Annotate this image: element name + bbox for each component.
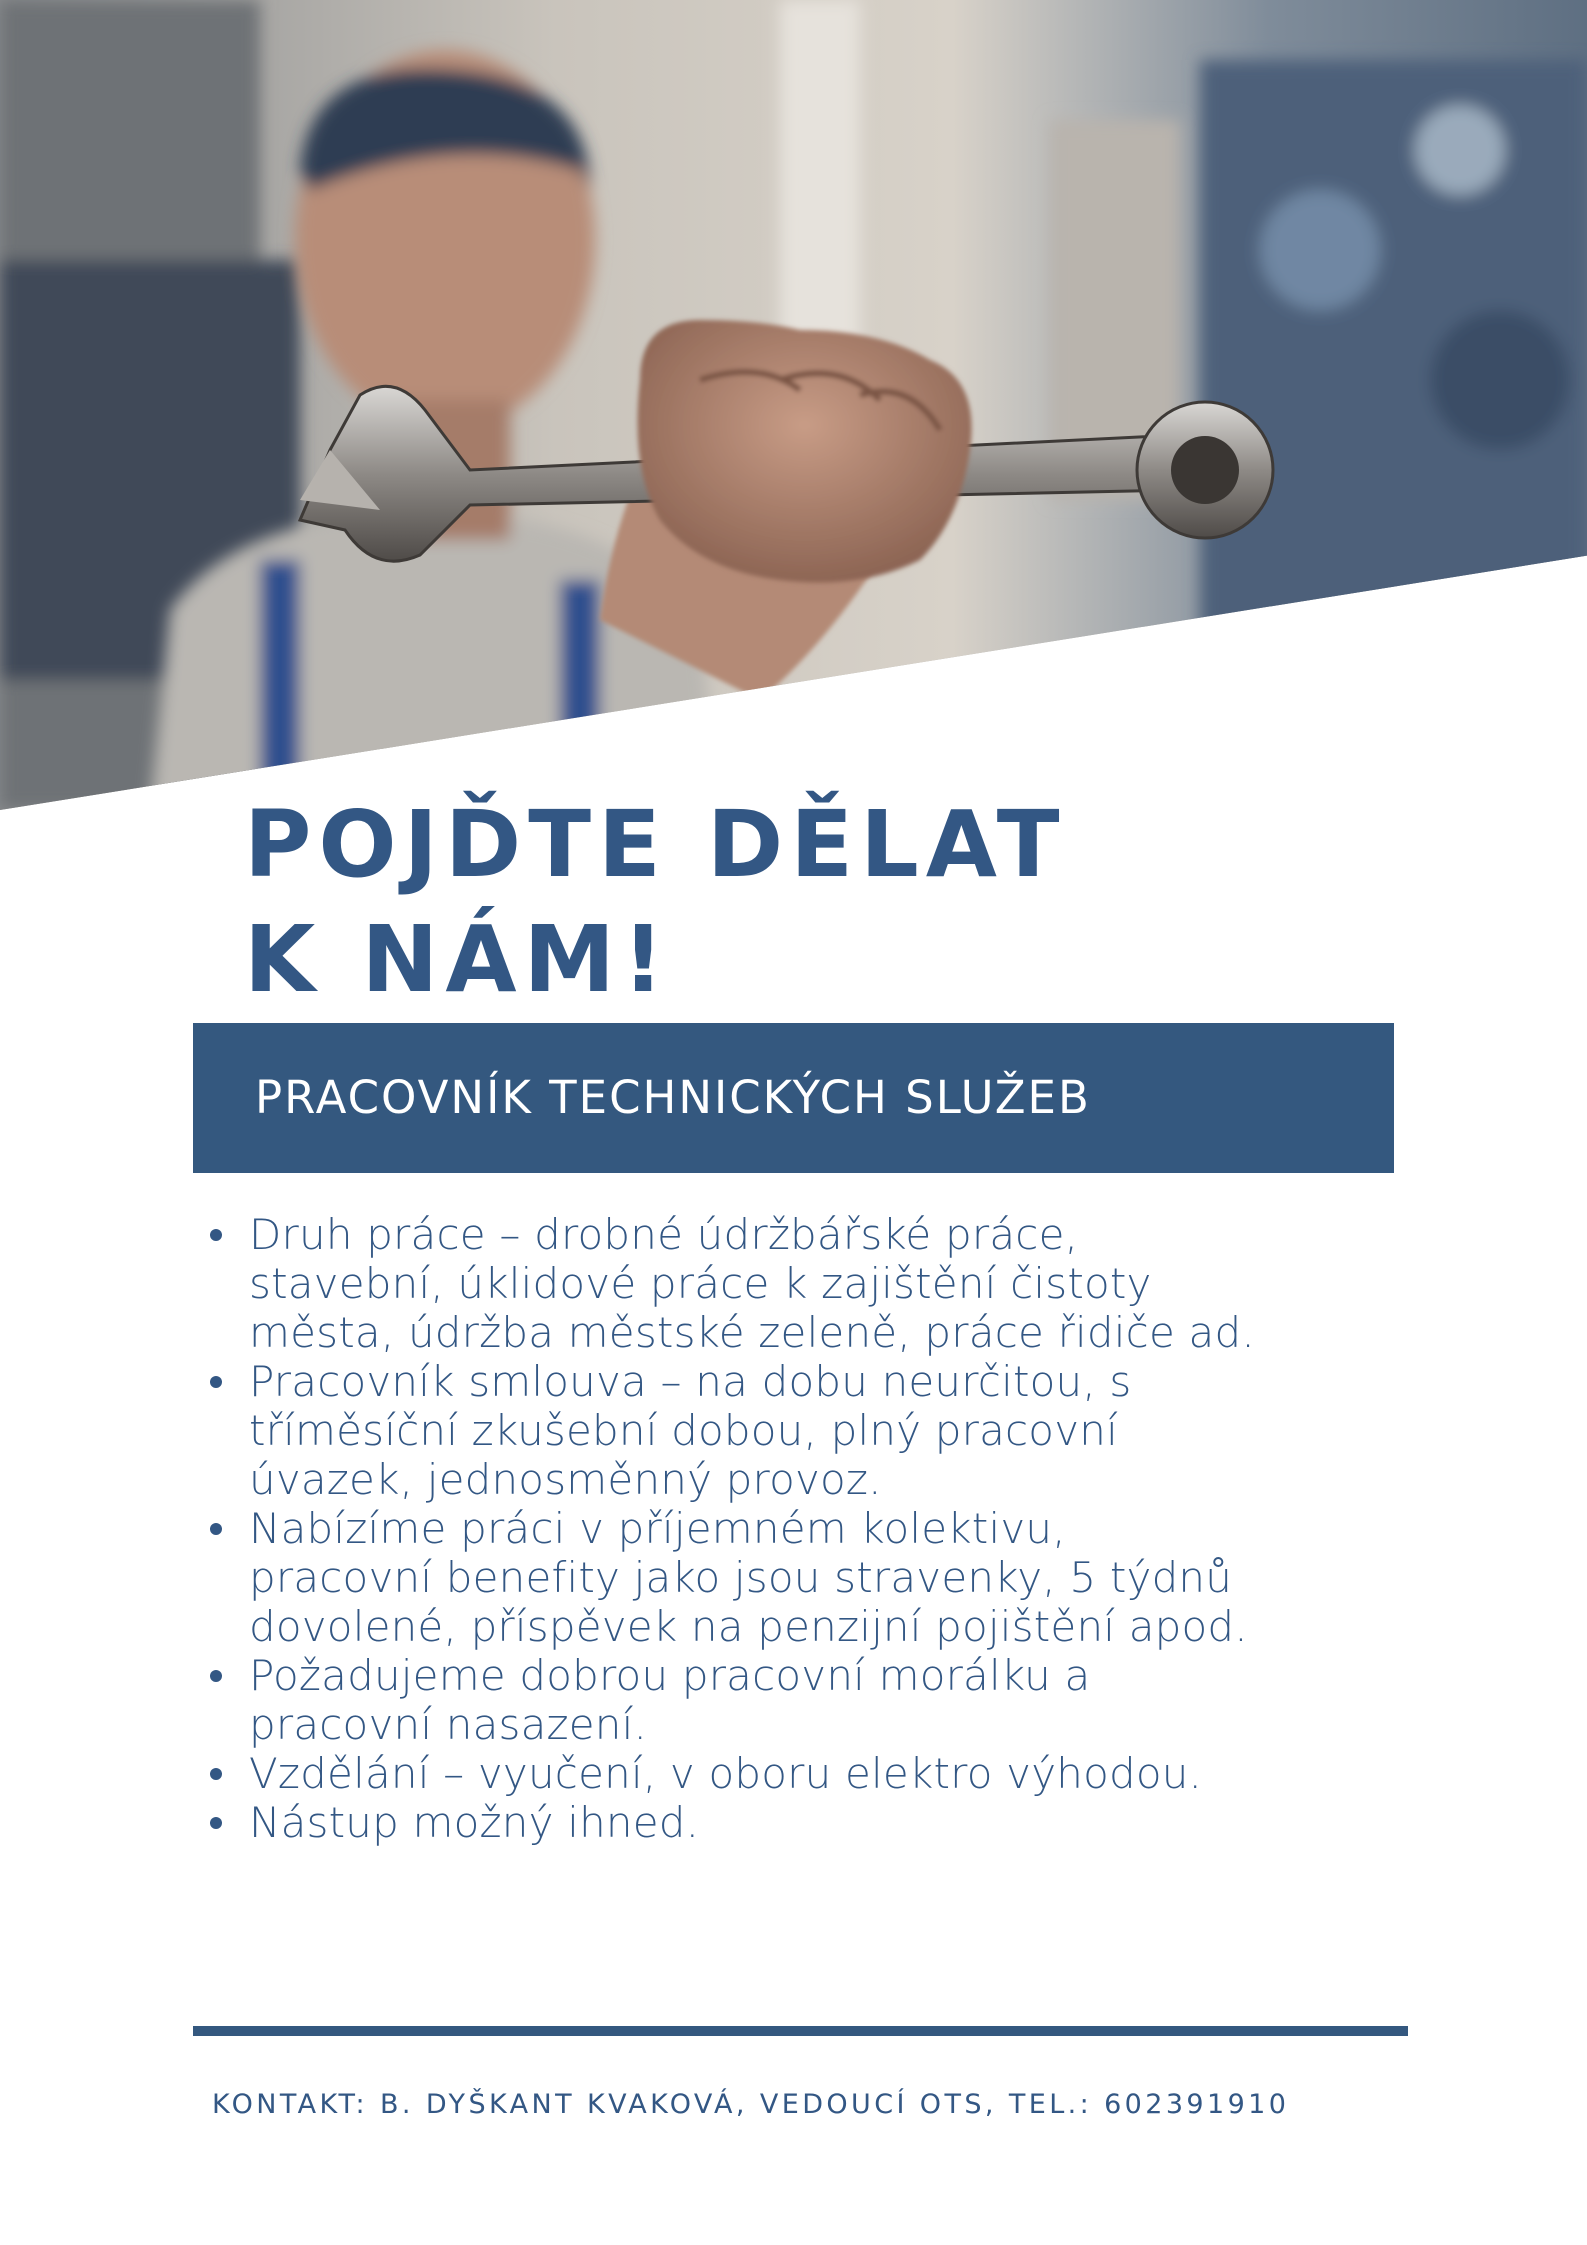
job-title-banner	[193, 1023, 1394, 1173]
headline-line-2: K NÁM!	[244, 906, 672, 1013]
bullet-dot-icon	[210, 1817, 222, 1829]
divider	[193, 2026, 1408, 2036]
contact-info: KONTAKT: B. DYŠKANT KVAKOVÁ, VEDOUCÍ OTS, TEL.: 602391910	[212, 2089, 1290, 2120]
mechanic-with-wrench-illustration	[0, 0, 1587, 810]
bullet-dot-icon	[210, 1229, 222, 1241]
list-item-line: města, údržba městské zeleně, práce řidiče ad.	[249, 1308, 1255, 1357]
list-item-line: pracovní nasazení.	[249, 1700, 648, 1749]
bullet-dot-icon	[210, 1670, 222, 1682]
list-item-line: tříměsíční zkušební dobou, plný pracovní	[249, 1406, 1118, 1455]
headline	[244, 787, 1067, 1017]
list-item-line: Požadujeme dobrou pracovní morálku a	[249, 1651, 1091, 1700]
list-item	[210, 1798, 1430, 1847]
list-item-line: Druh práce – drobné údržbářské práce,	[249, 1210, 1079, 1259]
headline-line-1: POJĎTE DĚLAT	[244, 791, 1067, 898]
list-item-line: pracovní benefity jako jsou stravenky, 5 týdnů	[249, 1553, 1233, 1602]
hero-photo	[0, 0, 1587, 810]
list-item	[210, 1749, 1430, 1798]
list-item-line: Nástup možný ihned.	[249, 1798, 700, 1847]
list-item-line: Vzdělání – vyučení, v oboru elektro výhodou.	[249, 1749, 1203, 1798]
list-item	[210, 1504, 1430, 1651]
list-item-line: stavební, úklidové práce k zajištění čistoty	[249, 1259, 1152, 1308]
bullet-dot-icon	[210, 1376, 222, 1388]
list-item-line: úvazek, jednosměnný provoz.	[249, 1455, 882, 1504]
list-item-line: Pracovník smlouva – na dobu neurčitou, s	[249, 1357, 1132, 1406]
list-item-line: Nabízíme práci v příjemném kolektivu,	[249, 1504, 1066, 1553]
bullet-dot-icon	[210, 1523, 222, 1535]
bullet-dot-icon	[210, 1768, 222, 1780]
job-title: PRACOVNÍK TECHNICKÝCH SLUŽEB	[255, 1071, 1091, 1124]
list-item	[210, 1357, 1430, 1504]
list-item	[210, 1651, 1430, 1749]
list-item	[210, 1210, 1430, 1357]
list-item-line: dovolené, příspěvek na penzijní pojištění apod.	[249, 1602, 1248, 1651]
job-details-list	[210, 1210, 1430, 1847]
